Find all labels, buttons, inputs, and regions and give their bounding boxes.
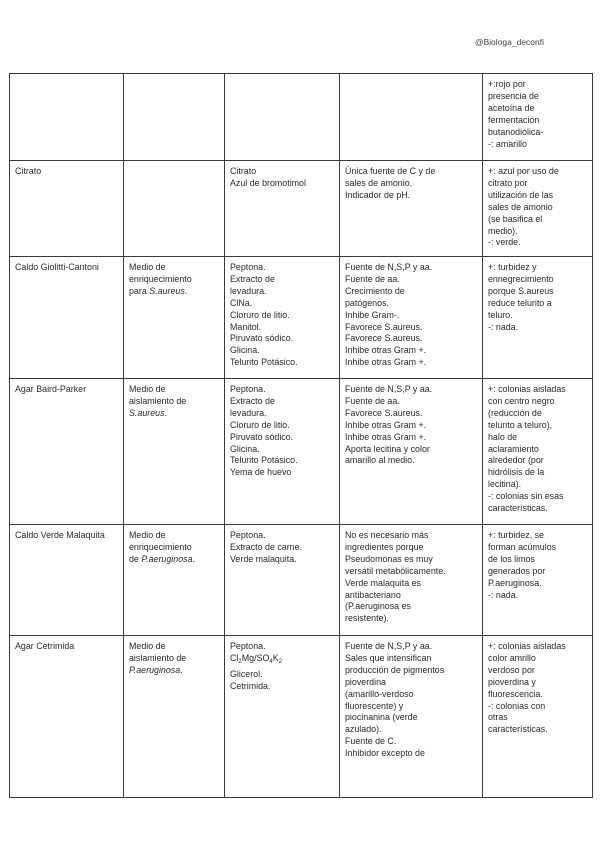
type-text: aislamiento de — [129, 395, 187, 406]
medium-name-cell — [10, 636, 124, 798]
result-item: otras — [488, 712, 508, 723]
function-item: Fuente de C. — [345, 736, 397, 747]
type-text: de — [129, 553, 142, 564]
species-name: P.aeruginosa — [141, 553, 193, 564]
result-item: color amrillo — [488, 652, 536, 663]
composition-item: Manitol. — [230, 321, 262, 332]
composition-item: Glicina. — [230, 345, 260, 356]
composition-cell — [225, 379, 340, 525]
function-item: Favorece S.aureus. — [345, 333, 423, 344]
composition-item: Verde malaquita. — [230, 553, 297, 564]
composition-cell — [225, 74, 340, 161]
type-text: Medio de — [129, 384, 166, 394]
result-cell — [483, 525, 593, 636]
result-item: -: colonias con — [488, 700, 546, 711]
function-item: azulado). — [345, 724, 382, 735]
medium-name-cell — [10, 161, 124, 257]
function-item: Indicador de pH. — [345, 189, 411, 200]
composition-cell — [225, 525, 340, 636]
composition-item: Extracto de — [230, 395, 275, 406]
function-item: Fuente de aa. — [345, 395, 400, 406]
result-cell — [483, 74, 593, 161]
result-item: utilización de las — [488, 189, 554, 200]
function-item: (P.aeruginosa es — [345, 601, 411, 612]
result-item: +: turbidez, se — [488, 530, 544, 540]
composition-item: Glicina. — [230, 443, 260, 454]
medium-name: Caldo Verde Malaquita — [15, 530, 105, 540]
function-item: versátil metabólicamente. — [345, 565, 446, 576]
function-item: Única fuente de C y de — [345, 166, 436, 176]
result-item: +: turbidez y — [488, 262, 537, 272]
type-text: enriquecimiento — [129, 273, 192, 284]
composition-cell — [225, 636, 340, 798]
function-item: sales de amonio. — [345, 177, 413, 188]
result-item: fluorescencia. — [488, 688, 543, 699]
medium-name: Agar Cetrimida — [15, 641, 75, 651]
function-item: Fuente de N,S,P y aa. — [345, 641, 433, 651]
type-text-line — [129, 665, 220, 677]
type-text: para — [129, 285, 150, 296]
composition-item: Piruvato sódico. — [230, 333, 294, 344]
function-item: amarillo al medio. — [345, 455, 415, 466]
function-item: Sales que intensifican — [345, 652, 432, 663]
result-item: -: nada. — [488, 321, 519, 332]
formula-sub: 2 — [238, 658, 242, 665]
medium-type-cell — [124, 636, 225, 798]
composition-cell — [225, 257, 340, 379]
result-item: aclaramiento — [488, 443, 539, 454]
composition-item: Peptona. — [230, 384, 266, 394]
function-item: Favorece S.aureus. — [345, 321, 423, 332]
type-text: . — [180, 664, 183, 675]
function-cell — [340, 74, 483, 161]
result-item: -: verde. — [488, 237, 521, 248]
function-item: producción de pigmentos — [345, 664, 445, 675]
function-item: Aporta lecitina y color — [345, 443, 430, 454]
result-item: citrato por — [488, 177, 528, 188]
result-item: halo de — [488, 431, 518, 442]
composition-item: Telurito Potásico. — [230, 455, 298, 466]
formula-part: K — [272, 652, 279, 663]
function-item: fluorescente) y — [345, 700, 404, 711]
result-item: acetoína de — [488, 102, 535, 113]
result-item: con centro negro — [488, 395, 555, 406]
function-item: piocinanina (verde — [345, 712, 418, 723]
function-cell — [340, 525, 483, 636]
species-name: P.aeruginosa — [129, 664, 181, 675]
result-item: +:rojo por — [488, 79, 526, 89]
type-text-line — [129, 408, 220, 420]
result-item: butanodiólica- — [488, 126, 544, 137]
result-cell — [483, 636, 593, 798]
function-item: Fuente de aa. — [345, 273, 400, 284]
function-item: ingredientes porque — [345, 541, 424, 552]
function-item: Inhibe otras Gram +. — [345, 419, 427, 430]
function-cell — [340, 161, 483, 257]
composition-cell — [225, 161, 340, 257]
medium-name-cell — [10, 257, 124, 379]
function-item: Verde malaquita es — [345, 577, 421, 588]
composition-item: Telurito Potásico. — [230, 357, 298, 368]
result-item: forman acúmulos — [488, 541, 557, 552]
type-text: aislamiento de — [129, 652, 187, 663]
result-item: porque S.aureus — [488, 285, 554, 296]
result-cell — [483, 379, 593, 525]
result-item: lecitina). — [488, 479, 522, 490]
medium-type-cell — [124, 161, 225, 257]
composition-item: levadura. — [230, 285, 267, 296]
medium-name-cell — [10, 379, 124, 525]
table-row — [10, 161, 593, 257]
medium-name: Agar Baird-Parker — [15, 384, 87, 394]
composition-item: Piruvato sódico. — [230, 431, 294, 442]
medium-type-cell — [124, 525, 225, 636]
medium-name-cell — [10, 74, 124, 161]
composition-item: Extracto de — [230, 273, 275, 284]
result-item: características. — [488, 724, 548, 735]
result-item: de los limos — [488, 553, 535, 564]
composition-item: Glicerol. — [230, 668, 263, 679]
function-item: No es necesario más — [345, 530, 429, 540]
function-item: patógenos. — [345, 297, 389, 308]
table-row — [10, 74, 593, 161]
result-cell — [483, 161, 593, 257]
composition-item: Yema de huevo — [230, 467, 292, 478]
function-item: Inhibe otras Gram +. — [345, 357, 427, 368]
function-item: resistente). — [345, 613, 389, 624]
medium-type-cell — [124, 379, 225, 525]
result-item: verdoso por — [488, 664, 535, 675]
composition-item: Cetrimida. — [230, 680, 271, 691]
type-text: enriquecimiento — [129, 541, 192, 552]
result-item: presencia de — [488, 90, 539, 101]
medium-name: Caldo Giolitti-Cantoni — [15, 262, 99, 272]
type-text: . — [192, 553, 195, 564]
composition-item: Cloruro de litio. — [230, 309, 290, 320]
result-item: -: amarillo — [488, 138, 527, 149]
function-item: Pseudomonas es muy — [345, 553, 433, 564]
composition-item: Peptona. — [230, 641, 266, 651]
composition-item: ClNa. — [230, 297, 253, 308]
result-item: teluro. — [488, 309, 513, 320]
table-row — [10, 636, 593, 798]
table-row — [10, 379, 593, 525]
composition-item: Citrato — [230, 166, 257, 176]
type-text-line — [129, 554, 220, 566]
result-item: reduce telurito a — [488, 297, 552, 308]
result-item: +: colonias aisladas — [488, 384, 566, 394]
function-cell — [340, 257, 483, 379]
function-item: Favorece S.aureus. — [345, 407, 423, 418]
function-item: (amarillo-verdoso — [345, 688, 414, 699]
species-name: S.aureus — [129, 407, 165, 418]
type-text: Medio de — [129, 262, 166, 272]
result-item: +: azul por uso de — [488, 166, 559, 176]
result-item: -: colonias sin esas — [488, 491, 564, 502]
function-item: Fuente de N,S,P y aa. — [345, 384, 433, 394]
result-cell — [483, 257, 593, 379]
result-item: hidrólisis de la — [488, 467, 545, 478]
function-item: Crecimiento de — [345, 285, 405, 296]
result-item: pioverdina y — [488, 676, 536, 687]
medium-type-cell — [124, 257, 225, 379]
medium-type-cell — [124, 74, 225, 161]
result-item: fermentación — [488, 114, 540, 125]
result-item: -: nada. — [488, 589, 519, 600]
result-item: medio). — [488, 225, 518, 236]
species-name: S.aureus — [149, 285, 185, 296]
result-item: (se basifica el — [488, 213, 543, 224]
function-item: antibacteriano — [345, 589, 401, 600]
composition-item: Peptona. — [230, 262, 266, 272]
table-row — [10, 525, 593, 636]
table-row — [10, 257, 593, 379]
result-item: P.aeruginosa. — [488, 577, 542, 588]
culture-media-table — [9, 73, 593, 798]
result-item: ennegrecimiento — [488, 273, 554, 284]
result-item: telurito a teluro), — [488, 419, 553, 430]
composition-item: Cloruro de litio. — [230, 419, 290, 430]
formula-part: Cl — [230, 652, 239, 663]
function-item: Inhibe otras Gram +. — [345, 345, 427, 356]
function-item: Inhibe Gram-. — [345, 309, 400, 320]
type-text: Medio de — [129, 530, 166, 540]
function-item: pioverdina — [345, 676, 386, 687]
formula-part: Mg/SO — [241, 652, 270, 663]
formula-sub: 4 — [269, 658, 273, 665]
result-item: (reducción de — [488, 407, 542, 418]
salt-formula — [230, 653, 335, 669]
type-text: . — [164, 407, 167, 418]
function-cell — [340, 379, 483, 525]
composition-item: Extracto de carne. — [230, 541, 303, 552]
type-text: . — [184, 285, 188, 296]
function-item: Inhibe otras Gram +. — [345, 431, 427, 442]
function-item: Fuente de N,S,P y aa. — [345, 262, 433, 272]
formula-sub: 2 — [278, 658, 282, 665]
result-item: características. — [488, 503, 548, 514]
type-text-line — [129, 286, 220, 298]
composition-item: Peptona. — [230, 530, 266, 540]
author-watermark: @Biologa_deconfi — [474, 37, 544, 47]
result-item: sales de amonio — [488, 201, 553, 212]
medium-name: Citrato — [15, 166, 42, 176]
result-item: generados por — [488, 565, 546, 576]
medium-name-cell — [10, 525, 124, 636]
type-text: Medio de — [129, 641, 166, 651]
result-item: alrededor (por — [488, 455, 544, 466]
function-cell — [340, 636, 483, 798]
function-item: Inhibidor excepto de — [345, 748, 425, 759]
result-item: +: colonias aisladas — [488, 641, 566, 651]
composition-item: Azul de bromotimol — [230, 177, 306, 188]
composition-item: levadura. — [230, 407, 267, 418]
